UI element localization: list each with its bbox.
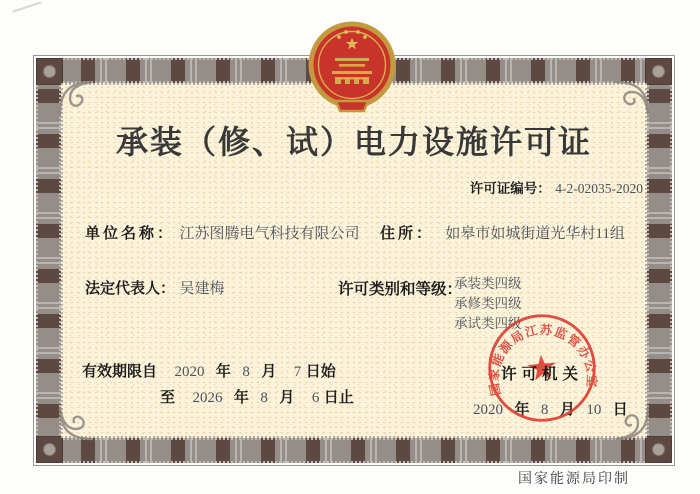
validity-to-year: 2026 xyxy=(192,390,223,406)
national-emblem-icon xyxy=(299,21,405,113)
address-label: 住所： xyxy=(379,225,434,242)
year-unit: 年 xyxy=(514,401,530,418)
license-class-item: 承装类四级 xyxy=(454,276,522,291)
printer-note: 国家能源局印制 xyxy=(518,470,630,486)
day-unit: 日 xyxy=(612,401,628,418)
day-unit: 日始 xyxy=(305,363,336,380)
license-number-value: 4-2-02035-2020 xyxy=(555,181,643,196)
certificate xyxy=(33,55,675,466)
certificate-title: 承装（修、试）电力设施许可证 xyxy=(115,124,592,160)
license-class-item: 承试类四级 xyxy=(454,316,522,331)
license-class-item: 承修类四级 xyxy=(454,296,522,311)
license-number-label: 许可证编号： xyxy=(469,181,551,196)
authority-label: 许可机关 xyxy=(500,366,583,383)
year-unit: 年 xyxy=(233,389,249,406)
validity-to-line xyxy=(160,386,354,407)
unit-name-label: 单位名称： xyxy=(85,225,176,242)
year-unit: 年 xyxy=(215,363,231,380)
month-unit: 月 xyxy=(279,389,295,406)
scroll-ornament-icon xyxy=(614,80,650,116)
address-value: 如皋市如城街道光华村11组 xyxy=(445,226,625,242)
validity-from-day: 7 xyxy=(293,364,302,380)
border-edge-bottom xyxy=(36,438,672,463)
validity-to-day: 6 xyxy=(311,390,320,406)
scroll-ornament-icon xyxy=(58,405,94,441)
scroll-ornament-icon xyxy=(58,80,94,116)
legal-representative-row xyxy=(85,277,224,298)
scan-artifact xyxy=(12,1,41,12)
legal-rep-label: 法定代表人： xyxy=(85,280,176,297)
unit-row xyxy=(85,222,625,243)
validity-to-label: 至 xyxy=(160,389,176,406)
unit-name-value: 江苏图腾电气科技有限公司 xyxy=(179,226,360,242)
validity-from-year: 2020 xyxy=(174,364,205,380)
month-unit: 月 xyxy=(261,363,277,380)
validity-to-month: 8 xyxy=(260,390,268,406)
issue-month: 8 xyxy=(540,402,549,418)
issue-year: 2020 xyxy=(473,402,503,418)
validity-from-line xyxy=(82,360,336,381)
license-class-label: 许可类别和等级： xyxy=(338,281,463,298)
seal-circular-text: 国家能源局江苏监管办公室 xyxy=(486,322,599,398)
validity-from-month: 8 xyxy=(242,364,250,380)
legal-rep-value: 吴建梅 xyxy=(179,281,225,297)
validity-from-label: 有效期限自 xyxy=(82,363,158,380)
day-unit: 日止 xyxy=(323,389,354,406)
license-number-line xyxy=(470,177,643,198)
issue-day: 10 xyxy=(586,402,602,418)
month-unit: 月 xyxy=(559,401,575,418)
